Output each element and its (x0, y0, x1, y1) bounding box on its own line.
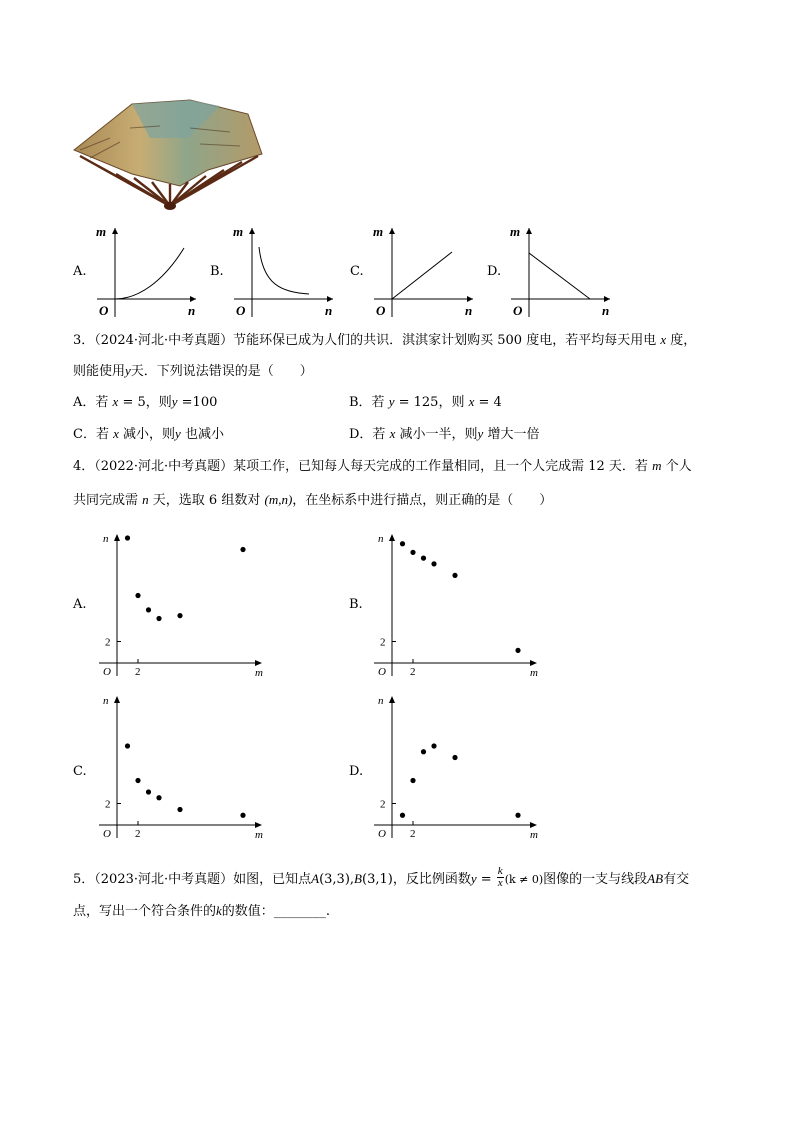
y-axis-arrow (389, 534, 395, 541)
q3-option-a[interactable]: A．若 x = 5，则y =100 (73, 394, 218, 410)
y-axis-arrow (389, 696, 395, 703)
scatter-option-label-b[interactable]: B. (349, 597, 363, 612)
x-axis-label: m (255, 829, 263, 841)
x-axis-label: n (602, 303, 610, 318)
y-axis-label: n (378, 533, 384, 545)
x-axis-label: m (530, 667, 538, 679)
q5-line2: 点，写出一个符合条件的k的数值：________. (73, 903, 330, 919)
x-tick-label: 2 (135, 828, 141, 840)
x-axis-arrow (255, 822, 262, 828)
x-tick-label: 2 (410, 666, 416, 678)
function-curve (115, 248, 184, 299)
origin-label: O (378, 666, 386, 678)
y-axis-arrow (114, 534, 120, 541)
y-axis-label: m (373, 224, 384, 239)
y-axis-label: n (378, 695, 384, 707)
data-point (421, 556, 426, 561)
data-point (400, 813, 405, 818)
data-point (431, 743, 436, 748)
q3-line1: 3．（2024·河北·中考真题）节能环保已成为人们的共识．淇淇家计划购买 500 度电，若平均每天用电 x 度， (73, 332, 697, 348)
scatter-plot-a (95, 530, 275, 680)
data-point (452, 573, 457, 578)
origin-label: O (103, 666, 111, 678)
scatter-option-label-c[interactable]: C. (73, 764, 87, 779)
x-axis-arrow (255, 660, 262, 666)
data-point (421, 749, 426, 754)
data-point (156, 616, 161, 621)
data-point (177, 807, 182, 812)
data-point (135, 778, 140, 783)
x-axis-arrow (530, 822, 537, 828)
x-axis-label: n (465, 303, 473, 318)
origin-label: O (376, 303, 386, 318)
scatter-plot-b (370, 530, 550, 680)
fraction-k-over-x: $\frac{k}{x}$ (497, 865, 503, 889)
function-graph-a (93, 222, 203, 322)
function-curve (259, 247, 309, 294)
function-graph-b (230, 222, 340, 322)
y-axis-label: m (233, 224, 244, 239)
function-curve (392, 252, 452, 299)
data-point (452, 755, 457, 760)
y-axis-arrow (526, 228, 532, 234)
y-axis-label: m (510, 224, 521, 239)
data-point (146, 789, 151, 794)
x-tick-label: 2 (410, 828, 416, 840)
y-axis-arrow (114, 696, 120, 703)
y-axis-arrow (112, 228, 118, 234)
data-point (135, 593, 140, 598)
y-axis-arrow (389, 228, 395, 234)
origin-label: O (99, 303, 109, 318)
q3-option-c[interactable]: C．若 x 减小，则y 也减小 (73, 426, 224, 442)
function-graph-c (370, 222, 480, 322)
graph-option-label-b[interactable]: B. (210, 264, 224, 279)
y-tick-label: 2 (105, 636, 111, 649)
data-point (515, 648, 520, 653)
x-axis-arrow (190, 296, 196, 302)
graph-option-label-d[interactable]: D. (487, 264, 502, 279)
origin-label: O (236, 303, 246, 318)
x-axis-arrow (327, 296, 333, 302)
origin-label: O (378, 828, 386, 840)
x-axis-label: m (255, 667, 263, 679)
data-point (125, 743, 130, 748)
x-tick-label: 2 (135, 666, 141, 678)
graph-option-label-c[interactable]: C. (350, 264, 364, 279)
answer-blank[interactable]: ________ (273, 904, 326, 919)
q3-line2: 则能使用y天．下列说法错误的是（ ） (73, 363, 313, 379)
y-tick-label: 2 (380, 636, 386, 649)
data-point (240, 813, 245, 818)
scatter-option-label-a[interactable]: A. (73, 597, 87, 612)
graph-option-label-a[interactable]: A. (73, 264, 87, 279)
x-axis-label: n (325, 303, 333, 318)
function-curve (529, 253, 590, 299)
q3-option-d[interactable]: D．若 x 减小一半，则y 增大一倍 (349, 426, 540, 442)
x-axis-label: n (188, 303, 196, 318)
q3-option-b[interactable]: B．若 y = 125，则 x = 4 (349, 394, 502, 410)
data-point (146, 607, 151, 612)
data-point (431, 561, 436, 566)
y-tick-label: 2 (380, 798, 386, 811)
x-axis-label: m (530, 829, 538, 841)
folding-fan-image (70, 98, 265, 213)
data-point (410, 550, 415, 555)
data-point (410, 778, 415, 783)
data-point (400, 541, 405, 546)
x-axis-arrow (604, 296, 610, 302)
origin-label: O (103, 828, 111, 840)
y-axis-label: m (96, 224, 107, 239)
data-point (515, 813, 520, 818)
y-axis-arrow (249, 228, 255, 234)
scatter-plot-d (370, 692, 550, 842)
q4-line1: 4．（2022·河北·中考真题）某项工作，已知每人每天完成的工作量相同，且一个人完成需 12 天．若 m 个人 (73, 458, 692, 474)
y-axis-label: n (103, 695, 109, 707)
x-axis-arrow (467, 296, 473, 302)
data-point (240, 547, 245, 552)
function-graph-d (507, 222, 617, 322)
scatter-plot-c (95, 692, 275, 842)
q4-line2: 共同完成需 n 天，选取 6 组数对 (m,n)，在坐标系中进行描点，则正确的是（ ） (73, 492, 553, 508)
y-axis-label: n (103, 533, 109, 545)
origin-label: O (513, 303, 523, 318)
data-point (125, 535, 130, 540)
y-tick-label: 2 (105, 798, 111, 811)
data-point (177, 613, 182, 618)
x-axis-arrow (530, 660, 537, 666)
scatter-option-label-d[interactable]: D. (349, 764, 364, 779)
q5-line1: 5．（2023·河北·中考真题）如图，已知点A(3,3),B(3,1)，反比例函数y = $\frac{k}{x}$ (k ≠ 0)图像的一支与线段AB有交 (73, 865, 690, 889)
data-point (156, 795, 161, 800)
